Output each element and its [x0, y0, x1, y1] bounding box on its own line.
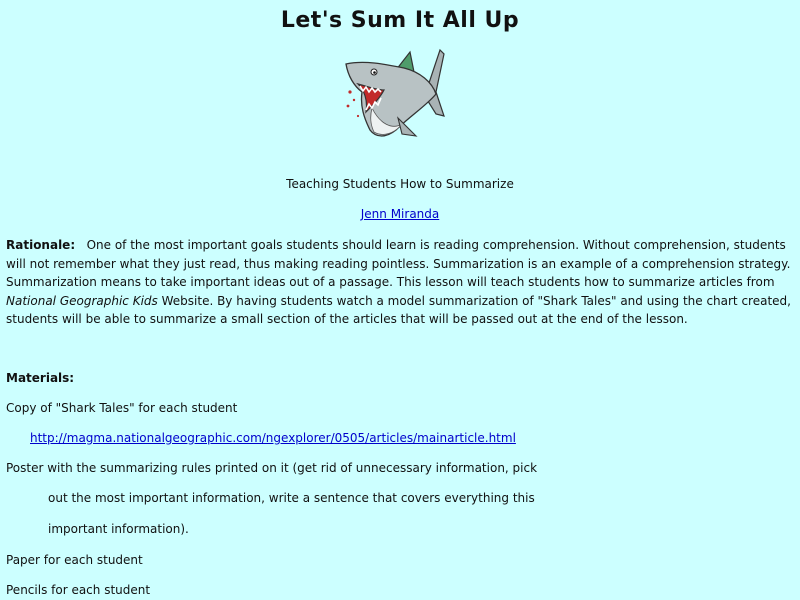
- materials-item-2-line-3: important information).: [48, 522, 189, 536]
- materials-item-2-line-2: out the most important information, write a sentence that covers everything this: [48, 491, 535, 505]
- rationale-paragraph: [6, 236, 792, 329]
- author-link[interactable]: Jenn Miranda: [360, 207, 440, 221]
- rationale-text-2: Website. By having students watch a model summarization of "Shark Tales" and using the chart created, students will be able to summarize a small section of the articles that will be passed out at the end of the lesson.: [6, 293, 791, 326]
- article-link[interactable]: http://magma.nationalgeographic.com/ngexplorer/0505/articles/mainarticle.html: [30, 431, 516, 445]
- materials-item-3: Paper for each student: [6, 553, 143, 567]
- materials-heading: Materials:: [6, 371, 75, 385]
- page-title: Let's Sum It All Up: [280, 8, 520, 33]
- materials-item-4: Pencils for each student: [6, 583, 151, 597]
- materials-item-1: Copy of "Shark Tales" for each student: [6, 401, 238, 415]
- subtitle: Teaching Students How to Summarize: [286, 177, 514, 191]
- materials-link-line: [30, 431, 516, 445]
- author-line: [0, 207, 800, 221]
- rationale-text-1: One of the most important goals students should learn is reading comprehension. Without comprehension, students will not remember what they just read, thus making reading pointless. Summarization is an example of a comprehension strategy. Summarization means to take important ideas out of a passage. This lesson will teach students how to summarize articles from: [6, 238, 791, 289]
- materials-item-2-line-1: Poster with the summarizing rules printed on it (get rid of unnecessary information, pick: [6, 461, 538, 475]
- rationale-label: Rationale:: [6, 238, 76, 252]
- shark-illustration: [340, 46, 450, 146]
- rationale-italic-source: National Geographic Kids: [6, 293, 158, 308]
